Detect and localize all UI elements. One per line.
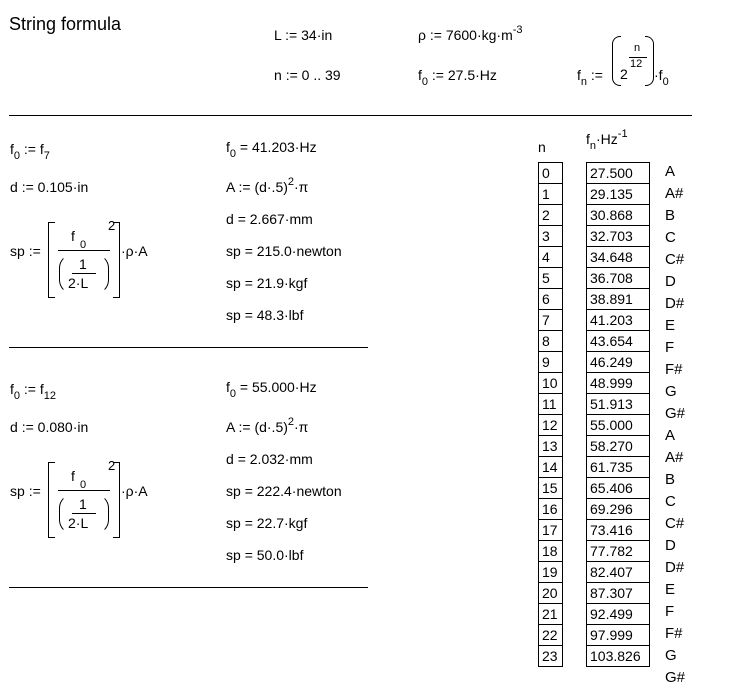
n-cell: 23 [539, 646, 563, 667]
fn-cell: 61.735 [587, 457, 650, 478]
fn-cell: 38.891 [587, 289, 650, 310]
s1-d-val: d = 2.667·mm [226, 211, 313, 227]
table-row [587, 520, 650, 541]
fn-tail: $\cdot f_0$ [654, 67, 669, 88]
n-cell: 13 [539, 436, 563, 457]
table-row [587, 226, 650, 247]
table-row [587, 352, 650, 373]
divider-section1 [9, 347, 368, 348]
s2-sp-tail: ·ρ·A [121, 483, 148, 499]
s1-f0-def: $f_0$ := $f_7$ [10, 141, 50, 162]
n-cell: 9 [539, 352, 563, 373]
note-name: B [665, 471, 676, 488]
table-row [587, 310, 650, 331]
note-name: E [665, 317, 676, 334]
note-name: G# [665, 405, 686, 422]
n-cell: 7 [539, 310, 563, 331]
table-row [587, 163, 650, 184]
table-row [587, 436, 650, 457]
divider-section2 [9, 587, 368, 588]
table-fn-header: $f_n\cdot Hz^{-1}$ [586, 128, 628, 152]
fn-cell: 29.135 [587, 184, 650, 205]
fn-paren-expression: 2 n 12 [612, 36, 654, 86]
n-cell: 11 [539, 394, 563, 415]
s1-sp-kgf: sp = 21.9·kgf [226, 275, 308, 291]
s1-d-def: d := 0.105·in [10, 179, 89, 195]
table-row [587, 268, 650, 289]
n-cell: 20 [539, 583, 563, 604]
n-cell: 19 [539, 562, 563, 583]
table-row [539, 352, 563, 373]
note-name: A [665, 163, 676, 180]
fn-cell: 30.868 [587, 205, 650, 226]
table-row [587, 289, 650, 310]
table-row [539, 373, 563, 394]
fn-cell: 46.249 [587, 352, 650, 373]
s1-sp-lhs: sp := [10, 243, 41, 259]
table-row [539, 268, 563, 289]
n-cell: 17 [539, 520, 563, 541]
fn-cell: 97.999 [587, 625, 650, 646]
fn-cell: 103.826 [587, 646, 650, 667]
s2-sp-bracket: f $_0$ 1 2·L [48, 462, 120, 538]
table-row [539, 625, 563, 646]
fn-cell: 73.416 [587, 520, 650, 541]
table-row [587, 373, 650, 394]
fn-cell: 36.708 [587, 268, 650, 289]
note-name: F [665, 339, 675, 356]
s1-sp-square: 2 [108, 218, 116, 233]
note-name: F [665, 603, 675, 620]
note-name: C# [665, 515, 685, 532]
s1-f0-val: $f_0 = 41.203\cdot Hz$ [226, 139, 317, 160]
table-row [587, 184, 650, 205]
table-row [539, 457, 563, 478]
def-L: L := 34·in [274, 27, 333, 43]
note-name: C [665, 493, 676, 510]
fn-cell: 48.999 [587, 373, 650, 394]
s2-A-def: A := $(d\cdot.5)^2\cdot\pi$ [226, 416, 309, 435]
def-f0: $f_0$ := 27.5·Hz [418, 67, 497, 88]
s2-f0-def: $f_0$ := $f_{12}$ [10, 381, 57, 402]
fn-cell: 41.203 [587, 310, 650, 331]
table-row [587, 205, 650, 226]
fn-cell: 69.296 [587, 499, 650, 520]
n-cell: 3 [539, 226, 563, 247]
note-name: D [665, 273, 676, 290]
n-cell: 12 [539, 415, 563, 436]
note-name: F# [665, 361, 683, 378]
fn-cell: 92.499 [587, 604, 650, 625]
fn-cell: 82.407 [587, 562, 650, 583]
table-row [587, 247, 650, 268]
n-cell: 8 [539, 331, 563, 352]
note-name: D# [665, 295, 685, 312]
n-cell: 16 [539, 499, 563, 520]
table-row [539, 562, 563, 583]
note-name: B [665, 207, 676, 224]
table-row [539, 415, 563, 436]
fn-cell: 65.406 [587, 478, 650, 499]
table-row [539, 436, 563, 457]
s2-f0-val: $f_0 = 55.000\cdot Hz$ [226, 379, 317, 400]
n-cell: 14 [539, 457, 563, 478]
table-row [539, 310, 563, 331]
n-cell: 5 [539, 268, 563, 289]
table-row [539, 604, 563, 625]
table-row [539, 499, 563, 520]
fn-cell: 87.307 [587, 583, 650, 604]
n-cell: 6 [539, 289, 563, 310]
note-name: G [665, 383, 677, 400]
assign-op: := [285, 27, 298, 43]
table-row [539, 331, 563, 352]
n-cell: 22 [539, 625, 563, 646]
table-row [539, 583, 563, 604]
note-name: D [665, 537, 676, 554]
divider-header [9, 115, 692, 116]
note-name: A [665, 427, 676, 444]
s2-sp-lbf: sp = 50.0·lbf [226, 547, 304, 563]
def-fn-lhs: $f_n$ := [577, 67, 603, 88]
table-row [587, 625, 650, 646]
n-cell: 4 [539, 247, 563, 268]
note-name: F# [665, 625, 683, 642]
table-row [539, 289, 563, 310]
table-row [587, 646, 650, 667]
fn-table [586, 162, 650, 667]
table-row [539, 163, 563, 184]
n-cell: 10 [539, 373, 563, 394]
table-row [587, 562, 650, 583]
def-rho: ρ := $7600\cdot kg\cdot m^{-3}$ [418, 24, 523, 43]
table-row [587, 331, 650, 352]
s2-d-val: d = 2.032·mm [226, 451, 313, 467]
n-table [538, 162, 563, 667]
note-name: D# [665, 559, 685, 576]
table-row [539, 205, 563, 226]
fn-cell: 27.500 [587, 163, 650, 184]
table-row [587, 457, 650, 478]
fn-cell: 32.703 [587, 226, 650, 247]
s1-sp-tail: ·ρ·A [121, 243, 148, 259]
s2-sp-lhs: sp := [10, 483, 41, 499]
note-name: C [665, 229, 676, 246]
table-row [587, 478, 650, 499]
table-row [587, 604, 650, 625]
note-name: G [665, 647, 677, 664]
table-row [539, 226, 563, 247]
note-name: A# [665, 185, 684, 202]
s2-sp-kgf: sp = 22.7·kgf [226, 515, 308, 531]
table-row [539, 541, 563, 562]
note-name: E [665, 581, 676, 598]
n-cell: 0 [539, 163, 563, 184]
n-cell: 18 [539, 541, 563, 562]
table-row [539, 394, 563, 415]
note-name: C# [665, 251, 685, 268]
s2-sp-newton: sp = 222.4·newton [226, 483, 342, 499]
def-n: n := 0 .. 39 [274, 67, 341, 83]
n-cell: 15 [539, 478, 563, 499]
table-row [539, 478, 563, 499]
page-title: String formula [9, 14, 122, 34]
table-n-header: n [538, 139, 546, 155]
note-name: A# [665, 449, 684, 466]
fn-cell: 51.913 [587, 394, 650, 415]
s2-d-def: d := 0.080·in [10, 419, 89, 435]
table-row [539, 646, 563, 667]
fn-cell: 77.782 [587, 541, 650, 562]
table-row [587, 415, 650, 436]
n-cell: 1 [539, 184, 563, 205]
s1-sp-bracket: f $_0$ 1 2·L [48, 222, 120, 298]
table-row [539, 184, 563, 205]
n-cell: 2 [539, 205, 563, 226]
s1-sp-newton: sp = 215.0·newton [226, 243, 342, 259]
fn-cell: 55.000 [587, 415, 650, 436]
table-row [587, 541, 650, 562]
note-name: G# [665, 669, 686, 686]
note-names-column [665, 161, 685, 689]
table-row [587, 583, 650, 604]
fn-cell: 34.648 [587, 247, 650, 268]
table-row [587, 499, 650, 520]
fn-cell: 58.270 [587, 436, 650, 457]
fn-cell: 43.654 [587, 331, 650, 352]
n-cell: 21 [539, 604, 563, 625]
table-row [539, 520, 563, 541]
table-row [587, 394, 650, 415]
s1-A-def: A := $(d\cdot.5)^2\cdot\pi$ [226, 176, 309, 195]
table-row [539, 247, 563, 268]
s1-sp-lbf: sp = 48.3·lbf [226, 307, 304, 323]
s2-sp-square: 2 [108, 458, 116, 473]
